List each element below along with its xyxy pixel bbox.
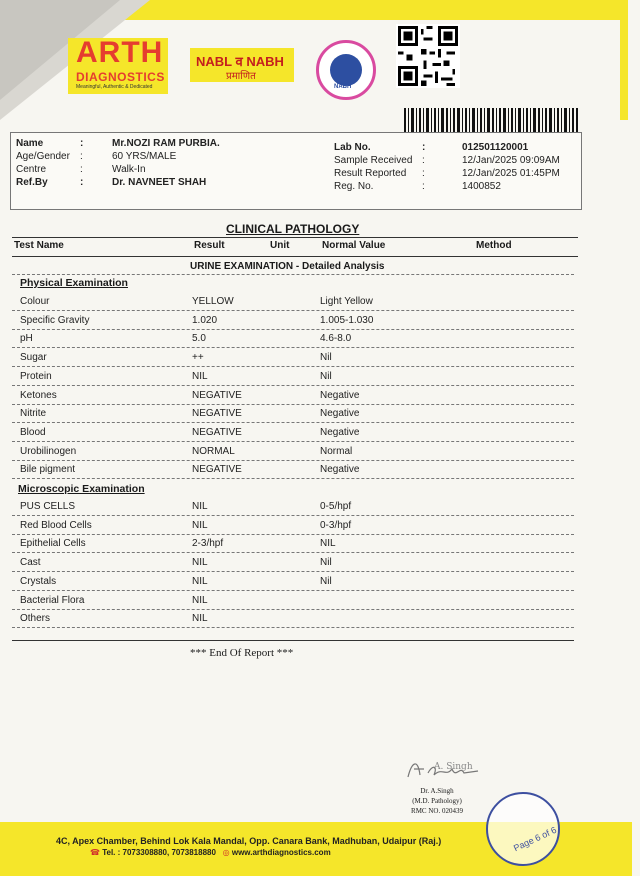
phone-icon: ☎ xyxy=(90,848,100,857)
reported-date: 12/Jan/2025 01:45PM xyxy=(462,168,560,179)
test-name: Crystals xyxy=(20,575,57,587)
colon: : xyxy=(422,168,425,179)
lab-number: 012501120001 xyxy=(462,142,529,153)
normal-value: 4.6-8.0 xyxy=(320,333,352,345)
normal-value: 0-3/hpf xyxy=(320,519,352,531)
row-divider xyxy=(12,310,574,311)
reported-label: Result Reported xyxy=(334,168,407,179)
test-result: ++ xyxy=(192,352,204,364)
footer-address: 4C, Apex Chamber, Behind Lok Kala Mandal, Opp. Canara Bank, Madhuban, Udaipur (Raj.) xyxy=(56,836,442,846)
micro-section-title: Microscopic Examination xyxy=(18,483,145,495)
name-label: Name xyxy=(16,138,44,149)
nabh-seal-core xyxy=(330,54,362,86)
physical-section-title: Physical Examination xyxy=(20,277,128,289)
barcode-icon xyxy=(404,108,578,132)
normal-value: Light Yellow xyxy=(320,296,373,307)
normal-value: Nil xyxy=(320,557,332,569)
end-of-report: *** End Of Report *** xyxy=(190,647,294,659)
row-divider xyxy=(12,609,574,610)
test-name: Urobilinogen xyxy=(20,445,77,457)
patient-name: Mr.NOZI RAM PURBIA. xyxy=(112,138,220,149)
test-name: Epithelial Cells xyxy=(20,538,86,550)
test-name: Others xyxy=(20,613,51,625)
nabl-subtitle: प्रमाणित xyxy=(226,71,256,82)
test-result: NEGATIVE xyxy=(192,389,242,401)
normal-value: Nil xyxy=(320,575,332,587)
signature-scribble xyxy=(404,755,484,785)
received-date: 12/Jan/2025 09:09AM xyxy=(462,155,560,166)
row-divider xyxy=(12,366,574,367)
test-result: NEGATIVE xyxy=(192,464,242,476)
test-name: Specific Gravity xyxy=(20,314,90,326)
test-result: 1.020 xyxy=(192,314,218,326)
row-divider xyxy=(12,329,574,330)
normal-value: Negative xyxy=(320,408,360,420)
signatory-degree: (M.D. Pathology) xyxy=(412,797,462,805)
colon: : xyxy=(80,151,83,162)
test-name: Ketones xyxy=(20,389,57,401)
header-right-strip xyxy=(620,0,628,120)
test-name: Colour xyxy=(20,296,50,307)
row-divider xyxy=(12,441,574,442)
nabl-title: NABL व NABH xyxy=(196,54,284,69)
test-name: Bile pigment xyxy=(20,464,76,476)
received-label: Sample Received xyxy=(334,155,413,166)
divider xyxy=(12,256,578,257)
col-unit: Unit xyxy=(270,240,290,251)
page-number: Page 6 of 6 xyxy=(512,824,559,854)
lab-label: Lab No. xyxy=(334,142,371,153)
col-method: Method xyxy=(476,240,512,251)
row-divider xyxy=(12,347,574,348)
brand-sub: DIAGNOSTICS xyxy=(76,70,165,84)
test-result: NEGATIVE xyxy=(192,408,242,420)
colon: : xyxy=(422,155,425,166)
row-divider xyxy=(12,274,574,275)
normal-value: Negative xyxy=(320,426,360,438)
colon: : xyxy=(80,138,84,149)
patient-centre: Walk-In xyxy=(112,164,146,175)
test-name: Nitrite xyxy=(20,408,47,420)
reg-label: Reg. No. xyxy=(334,181,374,192)
test-result: NIL xyxy=(192,370,208,382)
test-result: NORMAL xyxy=(192,445,235,457)
test-result: NIL xyxy=(192,613,208,625)
centre-label: Centre xyxy=(16,164,47,175)
footer-tel: Tel. : 7073308880, 7073818880 xyxy=(102,848,216,857)
signatory-rmc: RMC NO. 020439 xyxy=(411,807,463,815)
department-title: CLINICAL PATHOLOGY xyxy=(226,222,360,236)
colon: : xyxy=(422,142,426,153)
colon: : xyxy=(422,181,425,192)
test-result: NIL xyxy=(192,501,208,512)
age-label: Age/Gender xyxy=(16,151,70,162)
test-name: Protein xyxy=(20,370,52,382)
signature-text: A. Singh xyxy=(434,762,473,772)
divider xyxy=(12,237,578,238)
qr-code-icon xyxy=(396,24,460,88)
footer-contact xyxy=(90,848,331,857)
test-result: 5.0 xyxy=(192,333,206,345)
test-result: NIL xyxy=(192,594,208,606)
normal-value: Negative xyxy=(320,464,360,476)
signatory-name: Dr. A.Singh xyxy=(420,787,454,795)
web-icon: ◎ xyxy=(218,848,230,857)
test-name: PUS CELLS xyxy=(20,501,76,512)
test-name: Bacterial Flora xyxy=(20,594,85,606)
normal-value: Negative xyxy=(320,389,360,401)
panel-title: URINE EXAMINATION - Detailed Analysis xyxy=(190,261,385,272)
row-divider xyxy=(12,404,574,405)
patient-age: 60 YRS/MALE xyxy=(112,151,177,162)
reg-number: 1400852 xyxy=(462,181,501,192)
col-result: Result xyxy=(194,240,225,251)
test-result: NIL xyxy=(192,519,208,531)
test-result: NIL xyxy=(192,557,208,569)
test-name: Cast xyxy=(20,557,41,569)
colon: : xyxy=(80,164,83,175)
row-divider xyxy=(12,627,574,628)
row-divider xyxy=(12,385,574,386)
brand-logo: ARTH xyxy=(76,36,164,69)
test-result: NEGATIVE xyxy=(192,426,242,438)
ref-label: Ref.By xyxy=(16,177,48,188)
test-name: Red Blood Cells xyxy=(20,519,92,531)
colon: : xyxy=(80,177,84,188)
test-result: 2-3/hpf xyxy=(192,538,224,550)
test-name: pH xyxy=(20,333,33,345)
row-divider xyxy=(12,422,574,423)
row-divider xyxy=(12,552,574,553)
table-end-line xyxy=(12,640,574,641)
col-test: Test Name xyxy=(14,240,64,251)
test-name: Blood xyxy=(20,426,46,438)
normal-value: 0-5/hpf xyxy=(320,501,352,512)
footer-web[interactable]: www.arthdiagnostics.com xyxy=(231,848,331,857)
test-name: Sugar xyxy=(20,352,47,364)
test-result: YELLOW xyxy=(192,296,234,307)
col-normal: Normal Value xyxy=(322,240,386,251)
normal-value: Normal xyxy=(320,445,353,457)
normal-value: 1.005-1.030 xyxy=(320,314,374,326)
brand-tagline: Meaningful, Authentic & Dedicated xyxy=(76,84,153,90)
row-divider xyxy=(12,571,574,572)
row-divider xyxy=(12,460,574,461)
nabh-label: NABH xyxy=(334,84,352,90)
normal-value: NIL xyxy=(320,538,336,550)
signature-block xyxy=(404,786,470,816)
ref-doctor: Dr. NAVNEET SHAH xyxy=(112,177,207,188)
row-divider xyxy=(12,478,574,479)
row-divider xyxy=(12,534,574,535)
normal-value: Nil xyxy=(320,370,332,382)
row-divider xyxy=(12,515,574,516)
normal-value: Nil xyxy=(320,352,332,364)
row-divider xyxy=(12,590,574,591)
test-result: NIL xyxy=(192,575,208,587)
